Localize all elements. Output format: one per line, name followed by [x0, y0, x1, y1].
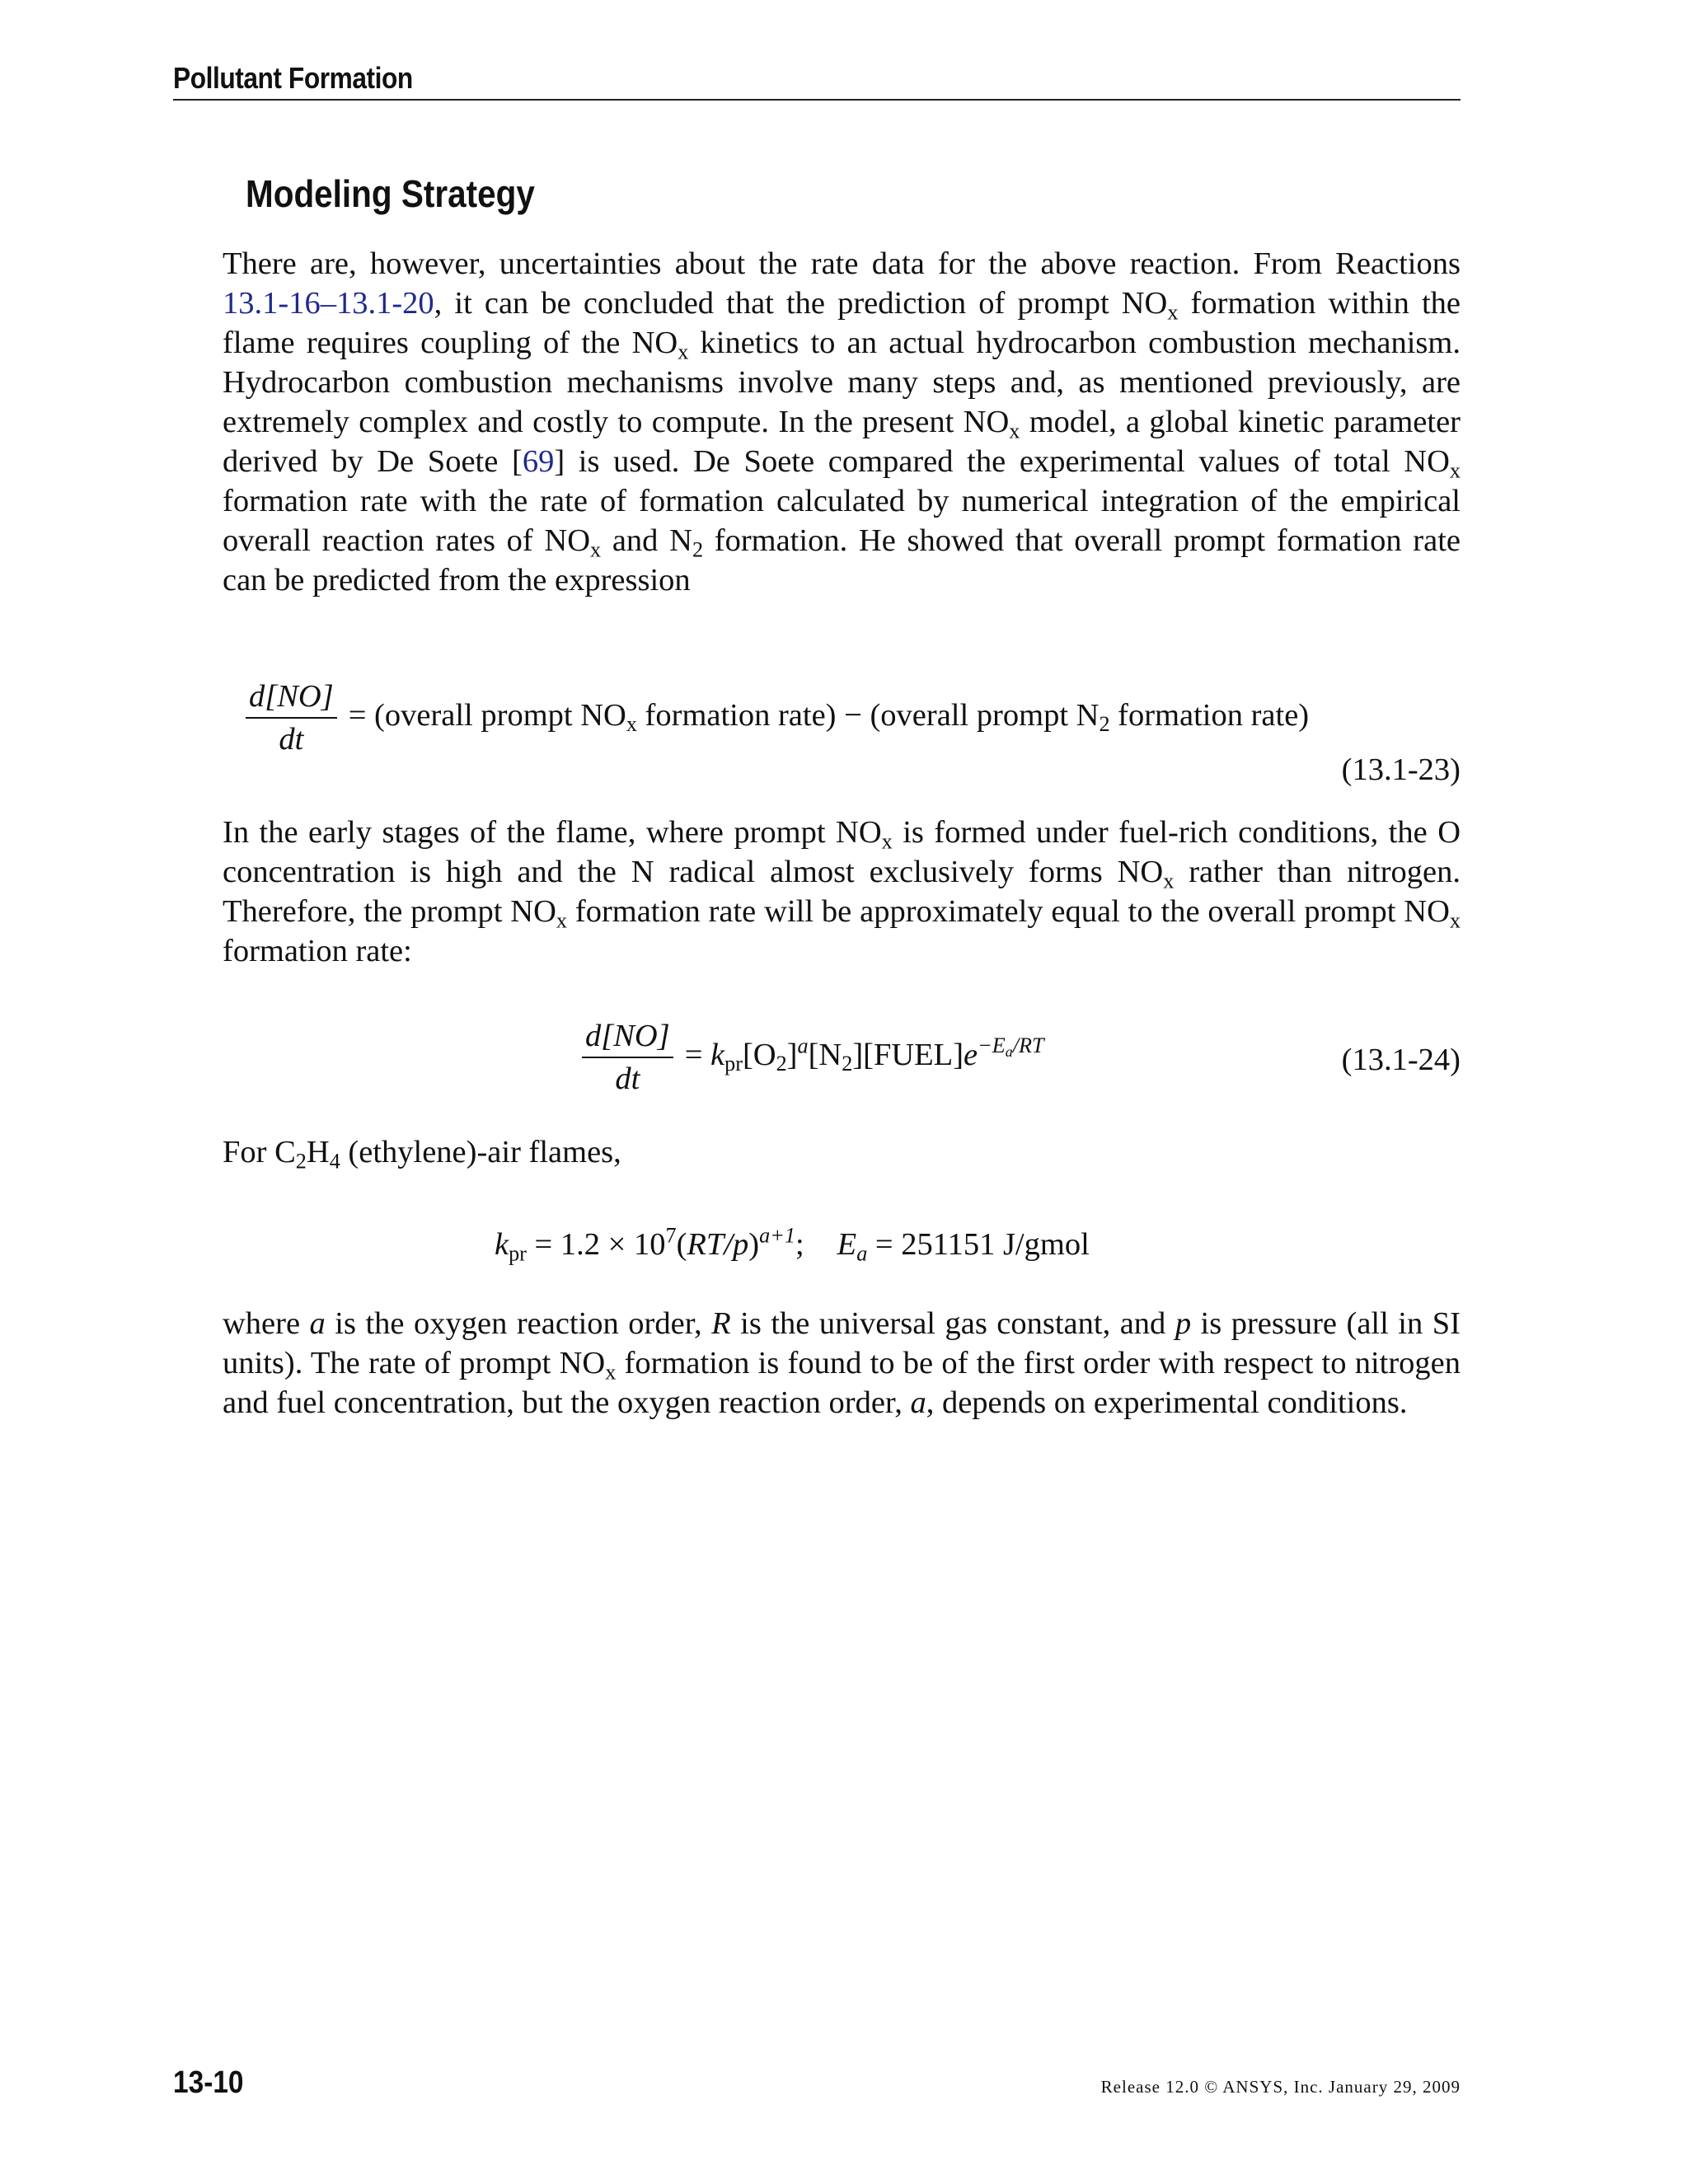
- equation-13-1-24: $\frac{d[NO]}{dt}$ = $k_{pr}[O_2]^a[N_2][FUEL]e^{-E_a/RT}$: [582, 1017, 1044, 1098]
- paragraph-definitions: where a is the oxygen reaction order, R is the universal gas constant, and p is pressure (all in SI units). The rate of prompt $NO_x$ formation is found to be of the first order with respect to nitrogen and fuel concentration, but the oxygen reaction order, a, depends on experimental conditions.: [223, 1306, 1461, 1420]
- release-info: Release 12.0 © ANSYS, Inc. January 29, 2009: [1100, 2077, 1461, 2097]
- section-title: Modeling Strategy: [246, 172, 535, 215]
- fraction-dno-dt: $\frac{d[NO]}{dt}$: [246, 677, 337, 758]
- page-number: 13-10: [173, 2065, 244, 2100]
- equation-13-1-23: $\frac{d[NO]}{dt}$ = (overall prompt $NO_x$ formation rate) − (overall prompt $N_2$ formation rate): [246, 677, 1309, 758]
- fraction-dno-dt-2: $\frac{d[NO]}{dt}$: [582, 1017, 673, 1098]
- equation-number-23: (13.1-23): [1341, 752, 1461, 787]
- equation-number-24: (13.1-24): [1341, 1043, 1461, 1077]
- running-header: [173, 61, 1461, 101]
- equation-rate-constant: $k_{pr} = 1.2 \times 10^7(RT/p)^{a+1}$; $E_a = 251151$ J/gmol: [495, 1223, 1090, 1266]
- paragraph-ethylene: For $C_2H_4$ (ethylene)-air flames,: [223, 1135, 621, 1174]
- paragraph-intro: There are, however, uncertainties about the rate data for the above reaction. From Reactions 13.1-16–13.1-20, it can be concluded that the prediction of prompt $NO_x$ formation within the flame requires coupling of the $NO_x$ kinetics to an actual hydrocarbon combustion mechanism. Hydrocarbon combustion mechanisms involve many steps and, as mentioned previously, are extremely complex and costly to compute. In the present $NO_x$ model, a global kinetic parameter derived by De Soete [69] is used. De Soete compared the experimental values of total $NO_x$ formation rate with the rate of formation calculated by numerical integration of the empirical overall reaction rates of $NO_x$ and $N_2$ formation. He showed that overall prompt formation rate can be predicted from the expression: [223, 246, 1461, 598]
- reaction-range-link[interactable]: 13.1-16–13.1-20: [223, 286, 434, 321]
- citation-link[interactable]: 69: [522, 444, 555, 479]
- header-title: Pollutant Formation: [173, 61, 413, 95]
- paragraph-early-stages: In the early stages of the flame, where prompt $NO_x$ is formed under fuel-rich conditions, the O concentration is high and the N radical almost exclusively forms $NO_x$ rather than nitrogen. Therefore, the prompt $NO_x$ formation rate will be approximately equal to the overall prompt $NO_x$ formation rate:: [223, 815, 1461, 968]
